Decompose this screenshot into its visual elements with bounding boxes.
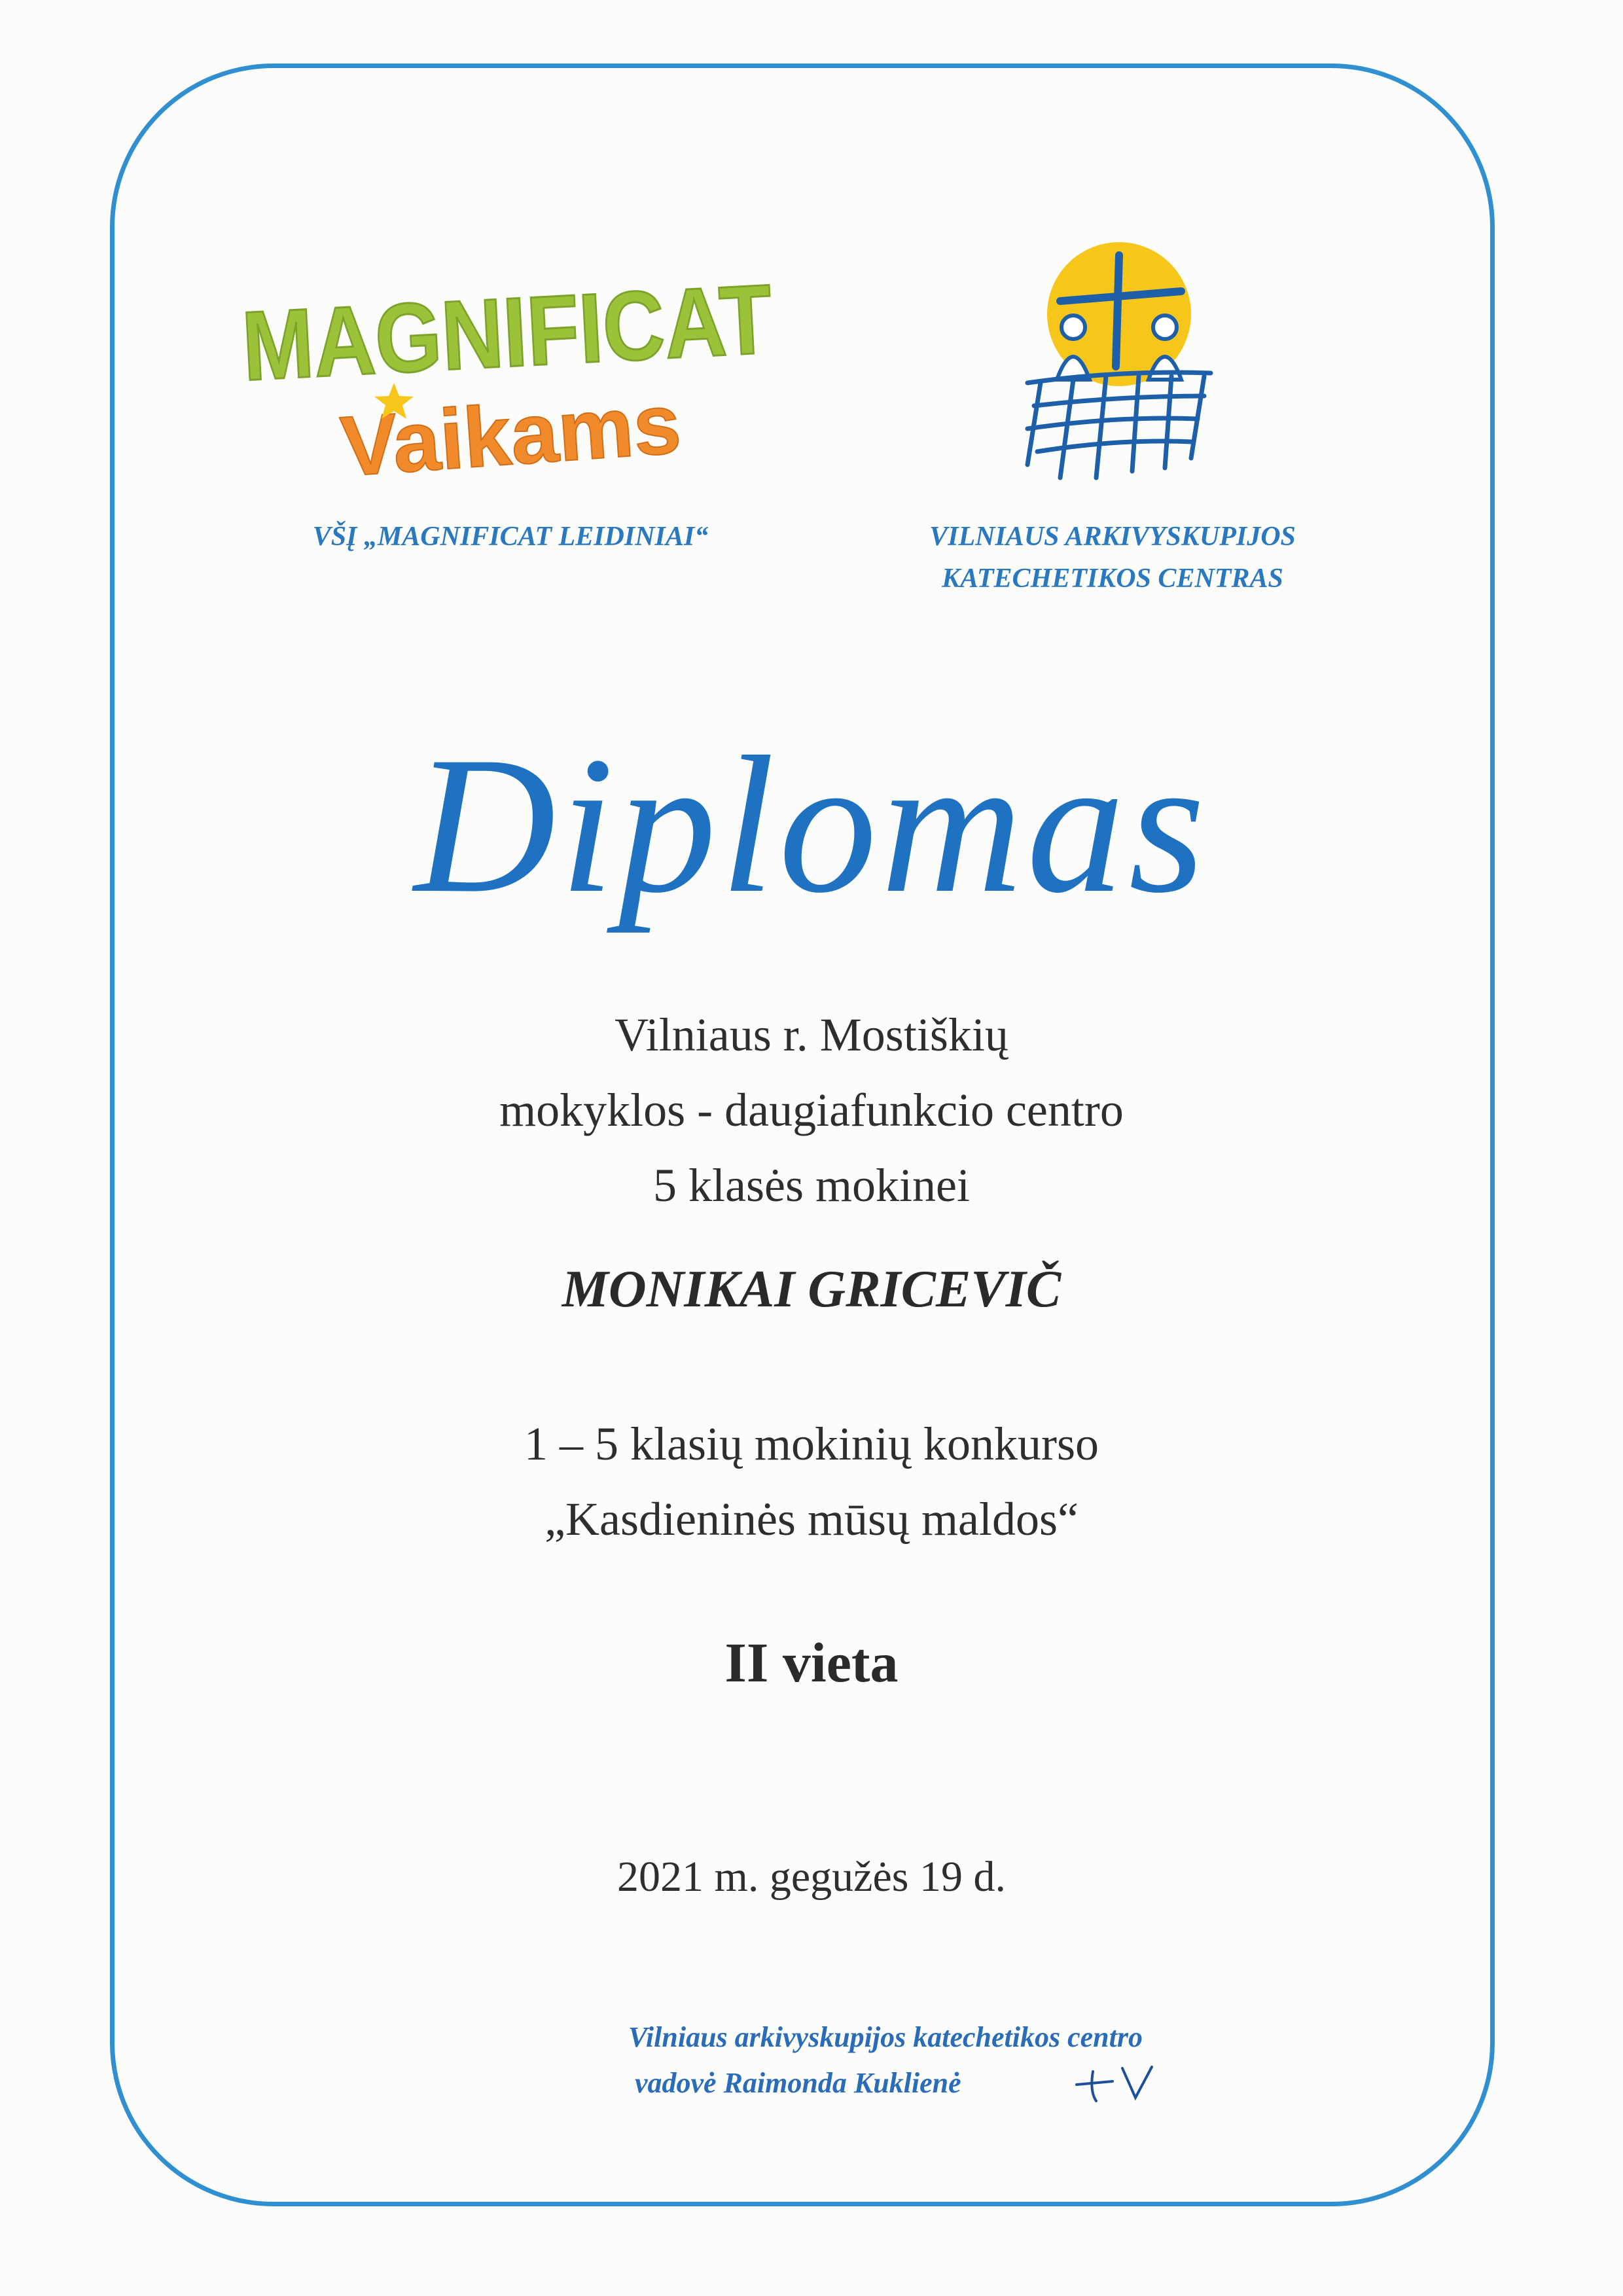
- org-left-text: VŠĮ „MAGNIFICAT LEIDINIAI“: [312, 522, 709, 552]
- diploma-date: 2021 m. gegužės 19 d.: [617, 1853, 1006, 1901]
- recipient-line2: mokyklos - daugiafunkcio centro: [499, 1084, 1124, 1136]
- recipient-line1: Vilniaus r. Mostiškių: [615, 1009, 1008, 1061]
- recipient-name: MONIKAI GRICEVIČ: [562, 1261, 1061, 1318]
- logo-magnificat-text: MAGNIFICAT: [240, 259, 853, 401]
- signature-line1: Vilniaus arkivyskupijos katechetikos centro: [628, 2021, 1143, 2053]
- recipient-line3: 5 klasės mokinei: [653, 1159, 970, 1211]
- contest-line2: „Kasdieninės mūsų maldos“: [544, 1493, 1079, 1545]
- diploma-title: Diplomas: [414, 716, 1209, 933]
- signature-line2: vadovė Raimonda Kuklienė: [635, 2067, 961, 2099]
- org-left-name: [216, 516, 805, 558]
- org-right-line1: VILNIAUS ARKIVYSKUPIJOS: [929, 522, 1296, 552]
- logo-vaikams-text: Vaikams: [337, 375, 685, 495]
- handwritten-signature: [1073, 2062, 1158, 2108]
- magnificat-vaikams-logo: [240, 259, 853, 495]
- org-right-line2: KATECHETIKOS CENTRAS: [942, 564, 1283, 594]
- contest-line1: 1 – 5 klasių mokinių konkurso: [524, 1418, 1099, 1470]
- place-award: II vieta: [724, 1631, 899, 1694]
- katechetikos-centras-logo: [1001, 242, 1230, 491]
- net-icon: [1027, 372, 1211, 478]
- org-right-name: [844, 516, 1381, 600]
